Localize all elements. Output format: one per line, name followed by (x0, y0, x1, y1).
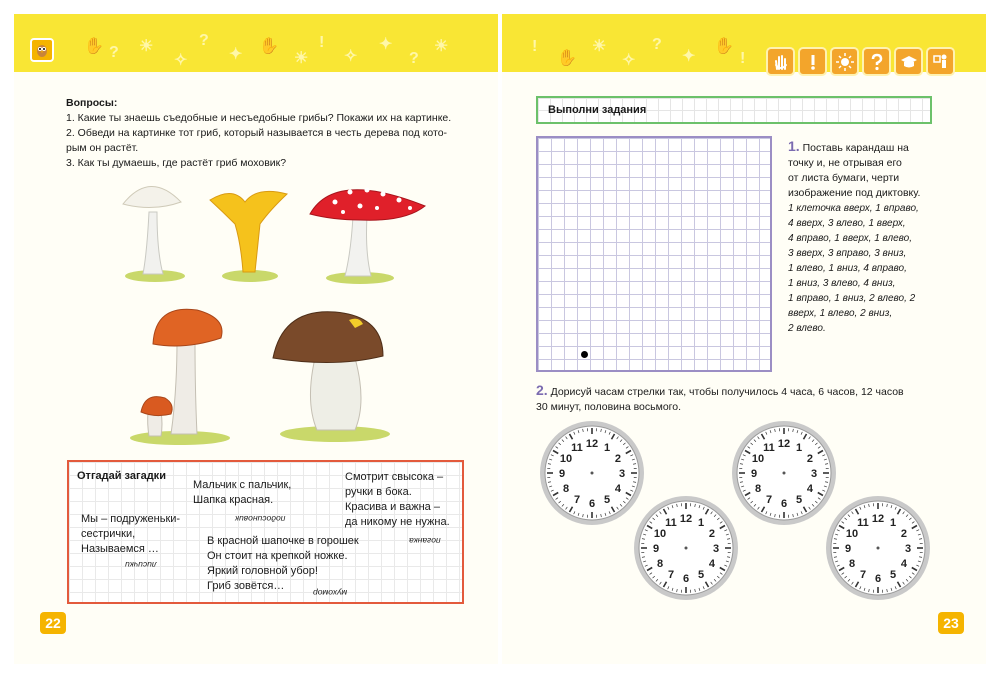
clock-numeral: 6 (780, 498, 788, 510)
clock-numeral: 12 (679, 513, 693, 525)
clock-center (591, 472, 594, 475)
tasks-title: Выполни задания (548, 104, 647, 116)
task1-dictation: 1 клеточка вверх, 1 вправо, 4 вверх, 3 влево, 1 вверх, 4 вправо, 1 вверх, 1 влево, 3 вверх, 3 вправо, 3 вниз, 1 влево, 1 вниз, 4 вправо, 1 вниз, 3 влево, 4 вниз, 1 вправо, 1 вниз, 2 влево, 2 вверх, 1 влево, 2 вниз, 2 влево. (788, 203, 919, 334)
page-number-right: 23 (938, 612, 964, 634)
tasks-header (536, 96, 932, 124)
chanterelle-illustration (210, 191, 287, 282)
clock-numeral: 5 (795, 493, 803, 506)
clock-numeral: 7 (859, 568, 867, 581)
clock-numeral: 11 (763, 442, 775, 455)
sun-icon (830, 47, 859, 76)
clock-numeral: 4 (614, 483, 622, 495)
clock-numeral: 8 (562, 483, 570, 495)
clock-numeral: 10 (751, 453, 765, 465)
clock-numeral: 5 (697, 568, 705, 581)
clock-numeral: 5 (889, 568, 897, 581)
clock-numeral: 3 (618, 468, 626, 480)
clock-center (783, 472, 786, 475)
clock-face (632, 494, 740, 602)
exclamation-icon (798, 47, 827, 76)
page-number-left: 22 (40, 612, 66, 634)
question-icon (862, 47, 891, 76)
clock-numeral: 7 (573, 493, 581, 506)
activity-icon-strip (766, 47, 955, 76)
clock-numeral: 3 (810, 468, 818, 480)
clock-numeral: 5 (603, 493, 611, 506)
porcini-illustration (273, 312, 390, 442)
clock-numeral: 6 (682, 573, 690, 585)
graduation-cap-icon (894, 47, 923, 76)
clock-numeral: 11 (665, 517, 677, 530)
clock-numeral: 9 (558, 468, 566, 480)
clock-numeral: 3 (712, 543, 720, 555)
mushroom-illustrations (105, 172, 450, 454)
clock-numeral: 10 (653, 528, 667, 540)
clock-numeral: 8 (656, 558, 664, 570)
task1-text: 1. Поставь карандаш на точку и, не отрывая его от листа бумаги, черти изображение под диктовку. 1 клеточка вверх, 1 вправо, 4 вверх, 3 влево, 1 вверх, 4 вправо, 1 вверх, 1 влево, 3 вверх, 3 вправо, 3 вниз, 1 влево, 1 вниз, 4 вправо, 1 вниз, 3 влево, 4 вниз, 1 вправо, 1 вниз, 2 влево, 2 вверх, 1 влево, 2 вниз, 2 влево. (788, 139, 938, 336)
clock-center (877, 547, 880, 550)
drawing-grid (536, 136, 772, 372)
clock-face (824, 494, 932, 602)
riddle-toadstool: Смотрит свысока – ручки в бока. Красива и важна – да никому не нужна. (345, 471, 450, 528)
clock-numeral: 2 (708, 528, 716, 540)
clock-numeral: 3 (904, 543, 912, 555)
clock-numeral: 7 (765, 493, 773, 506)
riddle-chanterelles: Мы – подруженьки- сестрички, Называемся … (81, 513, 181, 555)
question-line: 1. Какие ты знаешь съедобные и несъедобные грибы? Покажи их на картинке. (66, 112, 452, 124)
clock-face (538, 419, 646, 527)
owl-icon (30, 38, 54, 62)
orange-cap-boletus-illustration (130, 309, 230, 445)
task1-number: 1. (788, 138, 800, 154)
clock-numeral: 2 (900, 528, 908, 540)
task2-text: 2. Дорисуй часам стрелки так, чтобы получилось 4 часа, 6 часов, 12 часов 30 минут, половина восьмого. (536, 382, 904, 413)
clock-numeral: 6 (874, 573, 882, 585)
start-dot (581, 351, 588, 358)
fly-agaric-illustration (310, 188, 425, 285)
riddle-answer: подосиновик (235, 514, 286, 524)
clock-face (730, 419, 838, 527)
clock-numeral: 8 (848, 558, 856, 570)
riddle-answer: лисички (125, 560, 157, 570)
white-mushroom-illustration (123, 186, 185, 282)
riddle-answer: поганка (409, 536, 441, 546)
clock-numeral: 4 (806, 483, 814, 495)
clock-numeral: 4 (708, 558, 716, 570)
riddle-answer: мухомор (313, 588, 348, 598)
clock-numeral: 12 (871, 513, 885, 525)
clock-numeral: 6 (588, 498, 596, 510)
clock-numeral: 12 (585, 438, 599, 450)
clock-numeral: 1 (603, 442, 611, 455)
question-line: 2. Обведи на картинке тот гриб, который называется в честь дерева под кото- (66, 127, 448, 139)
riddle-aspen-mushroom: Мальчик с пальчик, Шапка красная. (193, 479, 292, 506)
questions-title: Вопросы: (66, 97, 118, 109)
clock-numeral: 1 (795, 442, 803, 455)
clock-numeral: 12 (777, 438, 791, 450)
clock-numeral: 8 (754, 483, 762, 495)
hand-icon (766, 47, 795, 76)
riddles-title: Отгадай загадки (77, 470, 166, 482)
clock-numeral: 2 (806, 453, 814, 465)
clock-numeral: 1 (889, 517, 897, 530)
clock-center (685, 547, 688, 550)
right-header-band: ! ✋ ☀ ✧ ? ✦ ✋ ! (502, 14, 986, 72)
clock-numeral: 7 (667, 568, 675, 581)
question-line: рым он растёт. (66, 142, 139, 154)
question-line: 3. Как ты думаешь, где растёт гриб моховик? (66, 157, 287, 169)
clock-numeral: 9 (844, 543, 852, 555)
clock-numeral: 10 (845, 528, 859, 540)
clock-numeral: 1 (697, 517, 705, 530)
clock-numeral: 9 (750, 468, 758, 480)
clock-numeral: 10 (559, 453, 573, 465)
clock-numeral: 9 (652, 543, 660, 555)
task2-number: 2. (536, 382, 548, 398)
riddles-box (67, 460, 464, 604)
clock-numeral: 11 (857, 517, 869, 530)
clock-numeral: 4 (900, 558, 908, 570)
riddle-fly-agaric: В красной шапочке в горошек Он стоит на крепкой ножке. Яркий головной убор! Гриб зовётся… (207, 535, 359, 592)
clock-numeral: 2 (614, 453, 622, 465)
clock-numeral: 11 (571, 442, 583, 455)
person-board-icon (926, 47, 955, 76)
left-header-band: ✋ ? ☀ ✧ ? ✦ ✋ ☀ ! ✧ ✦ ? ☀ (14, 14, 498, 72)
questions-block (66, 96, 486, 171)
